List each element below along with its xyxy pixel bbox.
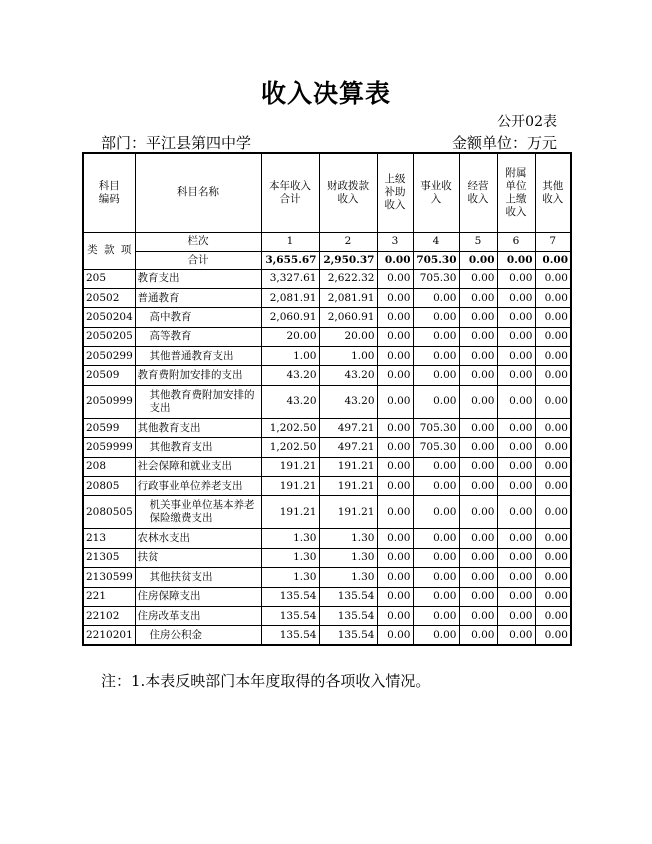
row-value: 0.00: [497, 385, 535, 418]
row-name: 普通教育: [135, 288, 261, 307]
row-code: 213: [83, 529, 135, 548]
row-name: 教育支出: [135, 269, 261, 288]
row-value: 191.21: [319, 496, 377, 529]
row-code: 21305: [83, 548, 135, 567]
row-value: 0.00: [497, 327, 535, 346]
row-value: 2,060.91: [261, 308, 319, 327]
unit-label: 金额单位：万元: [451, 134, 557, 152]
row-code: 208: [83, 457, 135, 476]
row-value: 0.00: [497, 587, 535, 606]
row-name: 其他教育支出: [135, 418, 261, 437]
row-value: 1.30: [261, 568, 319, 587]
table-row: [83, 269, 571, 288]
row-code: 2210201: [83, 626, 135, 645]
table-row: [83, 288, 571, 307]
total-value: 705.30: [413, 251, 459, 269]
row-name: 行政事业单位养老支出: [135, 477, 261, 496]
row-value: 0.00: [459, 606, 497, 625]
table-row: [83, 327, 571, 346]
row-value: 0.00: [459, 366, 497, 385]
row-value: 705.30: [413, 269, 459, 288]
row-value: 3,327.61: [261, 269, 319, 288]
column-number: 5: [459, 232, 497, 251]
row-value: 0.00: [413, 568, 459, 587]
row-value: 1.30: [319, 529, 377, 548]
row-value: 0.00: [413, 529, 459, 548]
row-value: 0.00: [459, 347, 497, 366]
column-number-label: 栏次: [135, 232, 261, 251]
row-value: 0.00: [413, 626, 459, 645]
row-value: 0.00: [413, 587, 459, 606]
row-code: 205: [83, 269, 135, 288]
row-value: 0.00: [413, 385, 459, 418]
row-name: 社会保障和就业支出: [135, 457, 261, 476]
total-value: 3,655.67: [261, 251, 319, 269]
row-value: 0.00: [535, 347, 571, 366]
table-row: [83, 529, 571, 548]
total-value: 0.00: [459, 251, 497, 269]
income-table: [82, 152, 572, 646]
column-number: 6: [497, 232, 535, 251]
header-upper: 上级补助收入: [377, 153, 413, 232]
row-value: 135.54: [261, 587, 319, 606]
row-value: 705.30: [413, 418, 459, 437]
table-row: [83, 548, 571, 567]
table-row: [83, 496, 571, 529]
total-value: 2,950.37: [319, 251, 377, 269]
row-value: 0.00: [497, 606, 535, 625]
row-value: 1.30: [261, 548, 319, 567]
row-value: 0.00: [535, 548, 571, 567]
row-value: 191.21: [319, 477, 377, 496]
row-value: 0.00: [535, 327, 571, 346]
table-row: [83, 587, 571, 606]
row-value: 0.00: [535, 606, 571, 625]
row-code: 20805: [83, 477, 135, 496]
row-value: 0.00: [535, 308, 571, 327]
header-other: 其他收入: [535, 153, 571, 232]
row-value: 2,081.91: [319, 288, 377, 307]
header-operating: 经营收入: [459, 153, 497, 232]
table-row: [83, 626, 571, 645]
row-value: 0.00: [377, 327, 413, 346]
table-row: [83, 438, 571, 457]
row-value: 0.00: [497, 366, 535, 385]
column-number: 3: [377, 232, 413, 251]
row-value: 0.00: [535, 568, 571, 587]
header-name: 科目名称: [135, 153, 261, 232]
row-value: 135.54: [319, 587, 377, 606]
column-number-row: [83, 232, 571, 251]
header-lei: 类: [87, 244, 98, 256]
column-number: 7: [535, 232, 571, 251]
row-value: 0.00: [535, 457, 571, 476]
row-value: 0.00: [413, 347, 459, 366]
row-value: 0.00: [535, 385, 571, 418]
row-value: 0.00: [413, 606, 459, 625]
row-value: 191.21: [261, 477, 319, 496]
row-value: 135.54: [319, 626, 377, 645]
page-title: 收入决算表: [260, 79, 391, 108]
row-value: 0.00: [497, 418, 535, 437]
row-value: 1.30: [319, 568, 377, 587]
table-row: [83, 366, 571, 385]
header-row: [83, 153, 571, 232]
row-value: 0.00: [497, 457, 535, 476]
row-value: 0.00: [459, 548, 497, 567]
row-value: 20.00: [319, 327, 377, 346]
row-value: 0.00: [497, 529, 535, 548]
row-value: 1.00: [261, 347, 319, 366]
row-value: 2,081.91: [261, 288, 319, 307]
row-value: 0.00: [459, 308, 497, 327]
header-business: 事业收入: [413, 153, 459, 232]
row-value: 0.00: [377, 529, 413, 548]
total-value: 0.00: [377, 251, 413, 269]
row-name: 扶贫: [135, 548, 261, 567]
row-value: 0.00: [535, 288, 571, 307]
row-value: 0.00: [459, 457, 497, 476]
row-value: 497.21: [319, 438, 377, 457]
row-value: 191.21: [261, 457, 319, 476]
row-value: 0.00: [413, 288, 459, 307]
header-fiscal: 财政拨款收入: [319, 153, 377, 232]
row-value: 43.20: [319, 366, 377, 385]
row-code: 20599: [83, 418, 135, 437]
row-value: 0.00: [535, 626, 571, 645]
row-value: 0.00: [377, 308, 413, 327]
row-value: 0.00: [413, 548, 459, 567]
row-value: 0.00: [497, 308, 535, 327]
row-value: 0.00: [535, 529, 571, 548]
row-value: 0.00: [497, 347, 535, 366]
row-value: 43.20: [261, 385, 319, 418]
row-value: 1.00: [319, 347, 377, 366]
table-row: [83, 457, 571, 476]
table-row: [83, 347, 571, 366]
row-code: 20509: [83, 366, 135, 385]
row-code: 2050204: [83, 308, 135, 327]
row-value: 0.00: [535, 418, 571, 437]
row-code: 2080505: [83, 496, 135, 529]
total-row: [83, 251, 571, 269]
total-label: 合计: [135, 251, 261, 269]
row-value: 0.00: [459, 626, 497, 645]
level-header: [83, 232, 135, 269]
row-value: 0.00: [377, 477, 413, 496]
row-value: 0.00: [535, 438, 571, 457]
row-name: 高中教育: [135, 308, 261, 327]
row-value: 0.00: [413, 327, 459, 346]
row-value: 0.00: [377, 587, 413, 606]
row-value: 0.00: [377, 347, 413, 366]
row-value: 0.00: [413, 366, 459, 385]
row-value: 0.00: [377, 438, 413, 457]
row-value: 0.00: [459, 568, 497, 587]
row-value: 0.00: [377, 626, 413, 645]
row-value: 0.00: [459, 288, 497, 307]
footnote: 注：1.本表反映部门本年度取得的各项收入情况。: [101, 672, 431, 690]
header-affiliated: 附属单位上缴收入: [497, 153, 535, 232]
row-value: 0.00: [459, 529, 497, 548]
row-value: 0.00: [459, 587, 497, 606]
row-value: 0.00: [377, 457, 413, 476]
row-value: 20.00: [261, 327, 319, 346]
row-value: 0.00: [413, 457, 459, 476]
row-value: 705.30: [413, 438, 459, 457]
row-value: 0.00: [497, 288, 535, 307]
row-value: 0.00: [497, 548, 535, 567]
row-value: 0.00: [459, 438, 497, 457]
row-value: 43.20: [261, 366, 319, 385]
row-value: 0.00: [413, 308, 459, 327]
department-label: 部门：平江县第四中学: [101, 134, 252, 152]
row-value: 0.00: [497, 626, 535, 645]
row-code: 2059999: [83, 438, 135, 457]
form-number: 公开02表: [497, 114, 557, 130]
column-number: 2: [319, 232, 377, 251]
row-value: 0.00: [459, 385, 497, 418]
row-name: 机关事业单位基本养老保险缴费支出: [135, 496, 261, 529]
row-value: 1,202.50: [261, 438, 319, 457]
row-value: 1,202.50: [261, 418, 319, 437]
row-value: 1.30: [261, 529, 319, 548]
row-name: 住房改革支出: [135, 606, 261, 625]
row-value: 0.00: [459, 496, 497, 529]
table-row: [83, 606, 571, 625]
row-value: 497.21: [319, 418, 377, 437]
row-value: 0.00: [535, 366, 571, 385]
row-value: 0.00: [535, 496, 571, 529]
row-value: 0.00: [377, 548, 413, 567]
row-value: 2,622.32: [319, 269, 377, 288]
row-value: 0.00: [377, 385, 413, 418]
table-row: [83, 308, 571, 327]
row-value: 135.54: [319, 606, 377, 625]
table-row: [83, 418, 571, 437]
header-kuan: 款: [103, 244, 115, 256]
row-value: 0.00: [459, 477, 497, 496]
row-value: 43.20: [319, 385, 377, 418]
row-name: 住房保障支出: [135, 587, 261, 606]
column-number: 1: [261, 232, 319, 251]
row-value: 0.00: [377, 496, 413, 529]
row-value: 0.00: [377, 606, 413, 625]
row-value: 135.54: [261, 606, 319, 625]
table-row: [83, 477, 571, 496]
row-value: 0.00: [535, 587, 571, 606]
row-code: 22102: [83, 606, 135, 625]
row-value: 0.00: [413, 496, 459, 529]
row-name: 其他扶贫支出: [135, 568, 261, 587]
header-xiang: 项: [120, 244, 132, 256]
row-value: 0.00: [497, 269, 535, 288]
row-code: 20502: [83, 288, 135, 307]
row-name: 其他教育费附加安排的支出: [135, 385, 261, 418]
row-value: 0.00: [497, 477, 535, 496]
total-value: 0.00: [497, 251, 535, 269]
row-value: 0.00: [377, 269, 413, 288]
row-code: 2050205: [83, 327, 135, 346]
row-value: 0.00: [497, 438, 535, 457]
row-value: 0.00: [535, 477, 571, 496]
column-number: 4: [413, 232, 459, 251]
total-value: 0.00: [535, 251, 571, 269]
row-value: 0.00: [459, 327, 497, 346]
row-value: 0.00: [497, 496, 535, 529]
row-value: 0.00: [377, 366, 413, 385]
row-value: 0.00: [535, 269, 571, 288]
row-name: 住房公积金: [135, 626, 261, 645]
row-value: 0.00: [459, 269, 497, 288]
row-value: 135.54: [261, 626, 319, 645]
header-code: 科目编码: [83, 153, 135, 232]
row-value: 191.21: [261, 496, 319, 529]
row-value: 0.00: [459, 418, 497, 437]
row-value: 0.00: [413, 477, 459, 496]
table-row: [83, 568, 571, 587]
row-code: 2050299: [83, 347, 135, 366]
row-value: 0.00: [377, 288, 413, 307]
row-value: 2,060.91: [319, 308, 377, 327]
row-value: 191.21: [319, 457, 377, 476]
table-row: [83, 385, 571, 418]
row-value: 0.00: [377, 568, 413, 587]
row-name: 其他普通教育支出: [135, 347, 261, 366]
row-value: 0.00: [377, 418, 413, 437]
row-value: 1.30: [319, 548, 377, 567]
row-value: 0.00: [497, 568, 535, 587]
row-name: 高等教育: [135, 327, 261, 346]
row-code: 221: [83, 587, 135, 606]
row-name: 农林水支出: [135, 529, 261, 548]
row-code: 2050999: [83, 385, 135, 418]
row-code: 2130599: [83, 568, 135, 587]
header-total: 本年收入合计: [261, 153, 319, 232]
row-name: 其他教育支出: [135, 438, 261, 457]
row-name: 教育费附加安排的支出: [135, 366, 261, 385]
